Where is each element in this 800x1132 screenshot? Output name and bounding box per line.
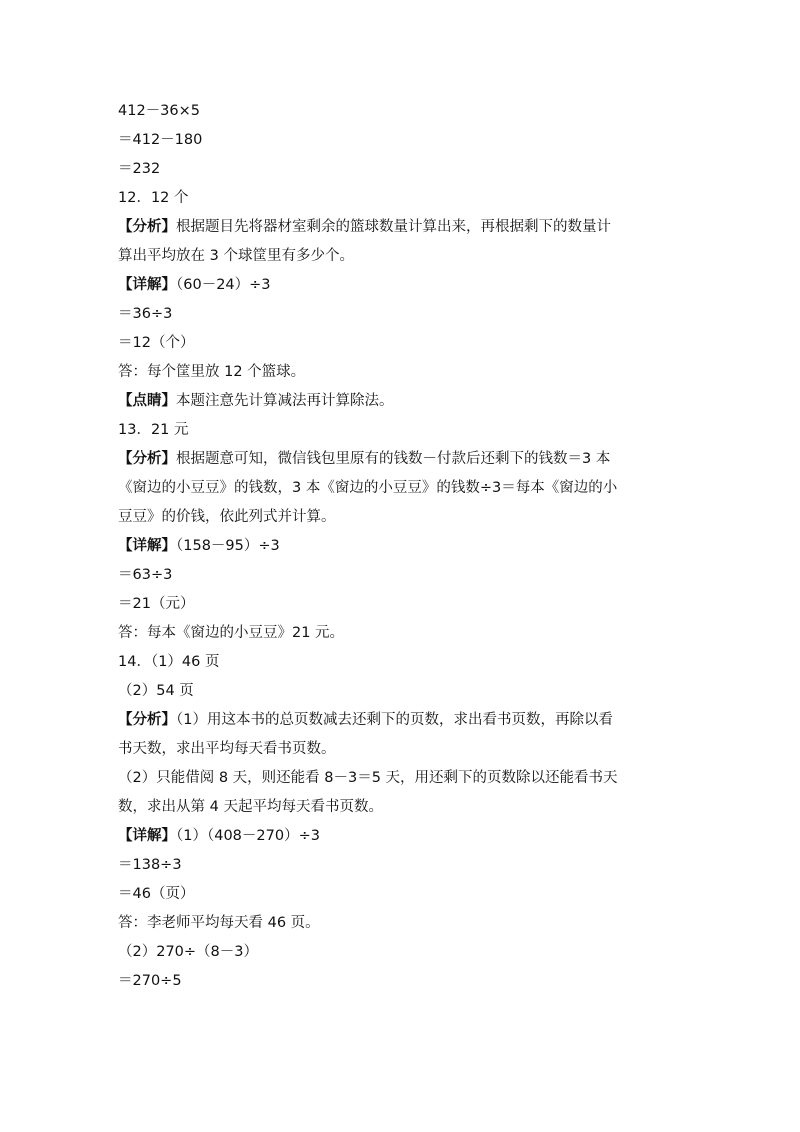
line-text: 算出平均放在 3 个球筐里有多少个。	[118, 248, 354, 264]
document-body	[118, 97, 718, 996]
line-text: 412－36×5	[118, 103, 201, 119]
text-line	[118, 648, 718, 677]
line-text: （2）270÷（8－3）	[118, 944, 259, 960]
text-line	[118, 706, 718, 735]
text-line	[118, 619, 718, 648]
text-line	[118, 967, 718, 996]
text-line	[118, 677, 718, 706]
line-text: ＝270÷5	[118, 973, 182, 989]
line-text: 13．21 元	[118, 422, 189, 438]
section-label: 【分析】	[118, 451, 176, 467]
text-line	[118, 474, 718, 503]
line-text: ＝232	[118, 161, 161, 177]
line-text: 根据题目先将器材室剩余的篮球数量计算出来，再根据剩下的数量计	[176, 219, 611, 235]
line-text: 数，求出从第 4 天起平均每天看书页数。	[118, 799, 383, 815]
text-line	[118, 880, 718, 909]
line-text: 答：每本《窗边的小豆豆》21 元。	[118, 625, 345, 641]
section-label: 【详解】	[118, 277, 176, 293]
text-line	[118, 909, 718, 938]
text-line	[118, 445, 718, 474]
section-label: 【分析】	[118, 712, 176, 728]
line-text: ＝21（元）	[118, 596, 195, 612]
line-text: 根据题意可知，微信钱包里原有的钱数－付款后还剩下的钱数＝3 本	[176, 451, 611, 467]
text-line	[118, 300, 718, 329]
line-text: （2）只能借阅 8 天，则还能看 8－3＝5 天，用还剩下的页数除以还能看书天	[118, 770, 618, 786]
text-line	[118, 329, 718, 358]
line-text: ＝12（个）	[118, 335, 195, 351]
text-line	[118, 155, 718, 184]
line-text: 书天数，求出平均每天看书页数。	[118, 741, 336, 757]
line-text: 14．（1）46 页	[118, 654, 220, 670]
text-line	[118, 822, 718, 851]
section-label: 【点睛】	[118, 393, 176, 409]
section-label: 【详解】	[118, 538, 176, 554]
text-line	[118, 271, 718, 300]
line-text: （158－95）÷3	[176, 538, 280, 554]
text-line	[118, 561, 718, 590]
line-text: 答：李老师平均每天看 46 页。	[118, 915, 320, 931]
text-line	[118, 97, 718, 126]
line-text: ＝412－180	[118, 132, 203, 148]
text-line	[118, 213, 718, 242]
text-line	[118, 358, 718, 387]
section-label: 【分析】	[118, 219, 176, 235]
text-line	[118, 793, 718, 822]
text-line	[118, 242, 718, 271]
line-text: 《窗边的小豆豆》的钱数，3 本《窗边的小豆豆》的钱数÷3＝每本《窗边的小	[118, 480, 618, 496]
line-text: ＝46（页）	[118, 886, 195, 902]
text-line	[118, 126, 718, 155]
text-line	[118, 590, 718, 619]
line-text: ＝138÷3	[118, 857, 182, 873]
text-line	[118, 387, 718, 416]
text-line	[118, 184, 718, 213]
line-text: ＝63÷3	[118, 567, 173, 583]
line-text: （60－24）÷3	[176, 277, 271, 293]
text-line	[118, 938, 718, 967]
line-text: （1）用这本书的总页数减去还剩下的页数，求出看书页数，再除以看	[176, 712, 613, 728]
line-text: （1）（408－270）÷3	[176, 828, 320, 844]
line-text: 豆豆》的价钱，依此列式并计算。	[118, 509, 336, 525]
line-text: 答：每个筐里放 12 个篮球。	[118, 364, 306, 380]
text-line	[118, 503, 718, 532]
line-text: （2）54 页	[118, 683, 194, 699]
line-text: 12．12 个	[118, 190, 189, 206]
text-line	[118, 416, 718, 445]
text-line	[118, 532, 718, 561]
text-line	[118, 735, 718, 764]
line-text: 本题注意先计算减法再计算除法。	[176, 393, 394, 409]
line-text: ＝36÷3	[118, 306, 173, 322]
section-label: 【详解】	[118, 828, 176, 844]
text-line	[118, 851, 718, 880]
text-line	[118, 764, 718, 793]
